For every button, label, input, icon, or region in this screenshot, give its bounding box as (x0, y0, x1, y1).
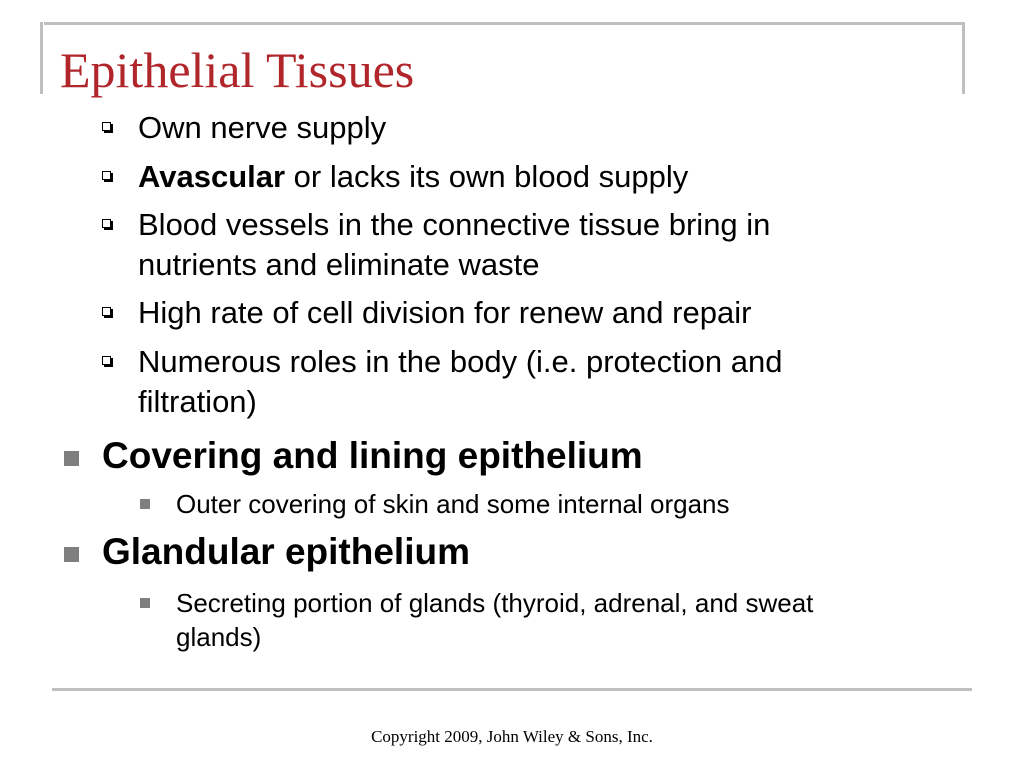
detail-bullet-line-1: Secreting portion of glands (thyroid, adrenal, and sweat (176, 588, 814, 618)
detail-bullet-line-2: glands) (176, 622, 262, 652)
sub-bullet-line-1: Blood vessels in the connective tissue bring in (138, 207, 771, 242)
frame-right-line (962, 22, 965, 94)
hollow-square-bullet-icon (102, 219, 111, 228)
small-square-bullet-icon (140, 598, 150, 608)
slide-title: Epithelial Tissues (60, 42, 415, 98)
hollow-square-bullet-icon (102, 356, 111, 365)
sub-bullet-line-1: Numerous roles in the body (i.e. protection and (138, 344, 783, 379)
sub-bullet-blood-vessels (102, 205, 962, 285)
sub-bullet-text (138, 205, 770, 285)
main-bullet-heading: Covering and lining epithelium (102, 435, 643, 476)
hollow-square-bullet-icon (102, 171, 111, 180)
hollow-square-bullet-icon (102, 307, 111, 316)
sub-bullet-text (138, 157, 688, 197)
square-bullet-icon (64, 451, 79, 466)
main-bullet-heading: Glandular epithelium (102, 531, 470, 572)
sub-bullet-text-rest: or lacks its own blood supply (285, 159, 689, 194)
copyright-footer: Copyright 2009, John Wiley & Sons, Inc. (371, 727, 653, 746)
detail-bullet-secreting-portion (140, 586, 960, 654)
bold-term: Avascular (138, 159, 286, 194)
square-bullet-icon (64, 547, 79, 562)
small-square-bullet-icon (140, 499, 150, 509)
hollow-square-bullet-icon (102, 122, 111, 131)
frame-top-line (44, 22, 964, 25)
frame-left-line (40, 22, 43, 94)
sub-bullet-text: High rate of cell division for renew and repair (138, 295, 752, 330)
detail-bullet-text: Outer covering of skin and some internal organs (176, 489, 730, 519)
sub-bullet-numerous-roles (102, 342, 962, 422)
frame-bottom-divider (52, 688, 972, 691)
sub-bullet-text: Own nerve supply (138, 110, 387, 145)
sub-bullet-line-2: filtration) (138, 384, 257, 419)
sub-bullet-line-2: nutrients and eliminate waste (138, 247, 540, 282)
sub-bullet-text (138, 342, 782, 422)
detail-bullet-text (176, 586, 813, 654)
